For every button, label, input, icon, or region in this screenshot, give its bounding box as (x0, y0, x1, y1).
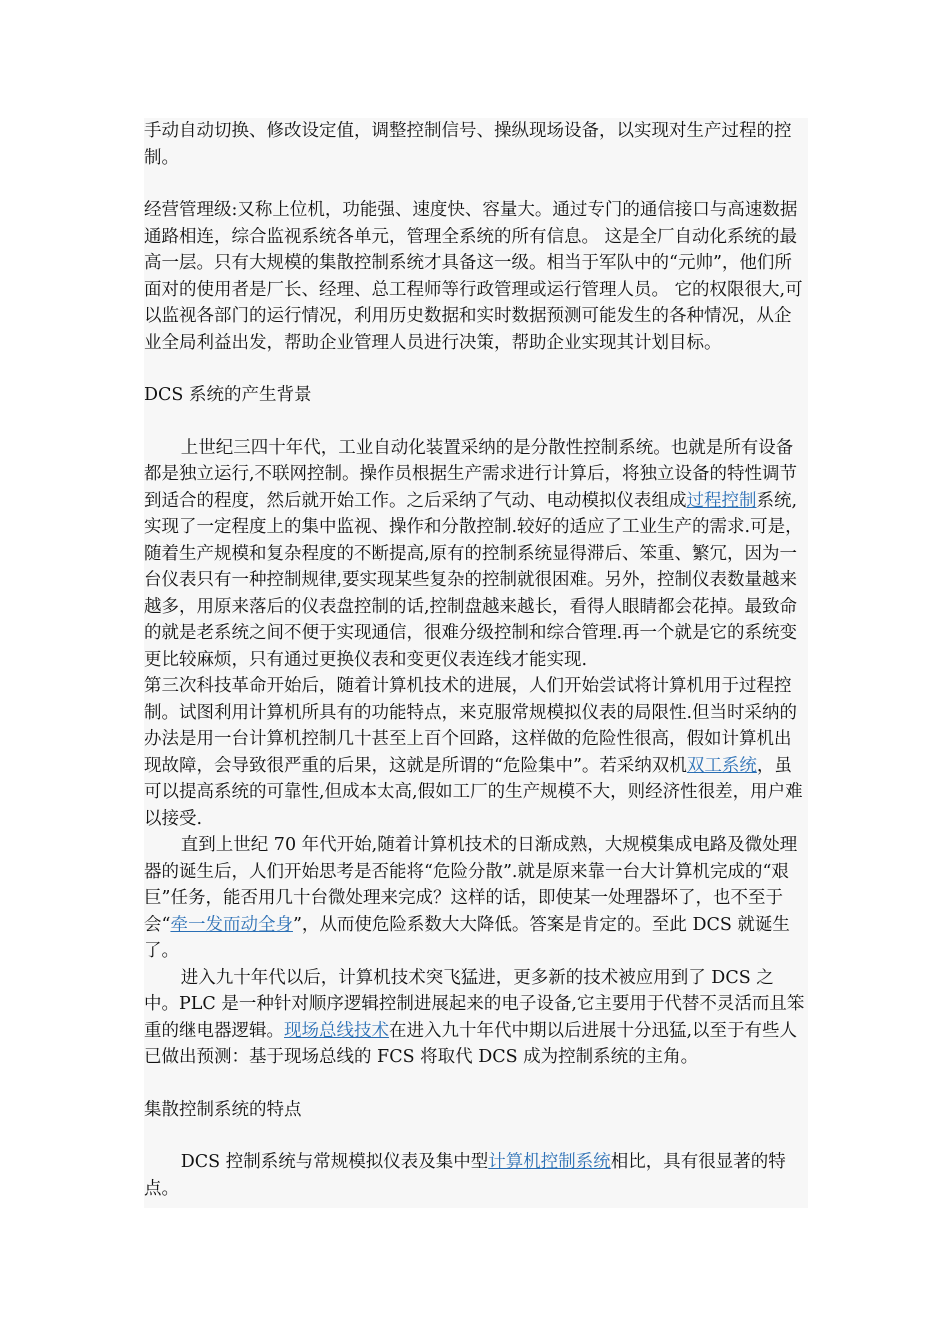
text-segment: 上世纪三四十年代，工业自动化装置采纳的是分散性控制系统。也就是所有设备都是独立运行,不联网控制。操作员根据生产需求进行计算后，将独立设备的特性调节到适合的程度，然后就开始工作。之后采纳了气动、电动模拟仪表组成 (144, 437, 798, 511)
document-body (144, 118, 808, 1202)
text-segment: 直到上世纪 70 年代开始,随着计算机技术的日渐成熟，大规模集成电路及微处理器的诞生后，人们开始思考是否能将“危险分散”.就是原来靠一台大计算机完成的“艰巨”任务，能否用几十台微处理来完成？这样的话，即使某一处理器坏了，也不至于会“ (144, 835, 798, 935)
paragraph-dcs-comparison (144, 1149, 808, 1202)
section-heading-dcs-background: DCS 系统的产生背景 (144, 385, 312, 405)
text-segment: 进入九十年代以后，计算机技术突飞猛进，更多新的技术被应用到了 DCS 之中。PLC 是一种针对顺序逻辑控制进展起来的电子设备,它主要用于代替不灵活而且笨重的继电器逻辑。 (144, 967, 805, 1041)
text-segment: DCS 控制系统与常规模拟仪表及集中型 (180, 1152, 489, 1172)
spacer (144, 1071, 808, 1097)
text-segment: 第三次科技革命开始后，随着计算机技术的进展，人们开始尝试将计算机用于过程控制。试图利用计算机所具有的功能特点，来克服常规模拟仪表的局限性.但当时采纳的办法是用一台计算机控制几十甚至上百个回路，这样做的危险性很高，假如计算机出现故障，会导致很严重的后果，这就是所谓的“危险集中”。若采纳双机 (144, 676, 798, 776)
spacer (144, 171, 808, 197)
text-segment: ，虽可以提高系统的可靠性,但成本太高,假如工厂的生产规模不大，则经济性很差，用户难以接受. (144, 755, 803, 829)
text-segment: 系统,实现了一定程度上的集中监视、操作和分散控制.较好的适应了工业生产的需求.可是，随着生产规模和复杂程度的不断提高,原有的控制系统显得滞后、笨重、繁冗，因为一台仪表只有一种控制规律,要实现某些复杂的控制就很困难。另外，控制仪表数量越来越多，用原来落后的仪表盘控制的话,控制盘越来越长，看得人眼睛都会花掉。最致命的就是老系统之间不便于实现通信，很难分级控制和综合管理.再一个就是它的系统变更比较麻烦，只有通过更换仪表和变更仪表连线才能实现. (144, 490, 803, 670)
link-fieldbus-technology[interactable]: 现场总线技术 (284, 1020, 389, 1041)
spacer (144, 1123, 808, 1149)
spacer (144, 356, 808, 382)
text-segment: 在进入九十年代中期以后进展十分迅猛,以至于有些人已做出预测：基于现场总线的 FCS 将取代 DCS 成为控制系统的主角。 (144, 1020, 798, 1067)
paragraph-1970s-dcs-birth (144, 832, 808, 965)
paragraph-third-tech-revolution (144, 673, 808, 832)
text-segment: ”，从而使危险系数大大降低。答案是肯定的。至此 DCS 就诞生了。 (144, 914, 790, 961)
spacer (144, 409, 808, 435)
link-process-control[interactable]: 过程控制 (686, 490, 757, 511)
paragraph-history-1940s (144, 435, 808, 674)
paragraph-management-level: 经营管理级:又称上位机，功能强、速度快、容量大。通过专门的通信接口与高速数据通路相连，综合监视系统各单元，管理全系统的所有信息。 这是全厂自动化系统的最高一层。只有大规模的集散控制系统才具备这一级。相当于军队中的“元帅”，他们所面对的使用者是厂长、经理、总工程师等行政管理或运行管理人员。 它的权限很大,可以监视各部门的运行情况，利用历史数据和实时数据预测可能发生的各种情况，从企业全局利益出发，帮助企业管理人员进行决策，帮助企业实现其计划目标。 (144, 200, 803, 353)
paragraph-control-actions: 手动自动切换、修改设定值，调整控制信号、操纵现场设备，以实现对生产过程的控制。 (144, 121, 792, 168)
link-ripple-effect[interactable]: 牵一发而动全身 (170, 914, 293, 935)
link-computer-control-system[interactable]: 计算机控制系统 (488, 1152, 611, 1172)
link-duplex-system[interactable]: 双工系统 (686, 755, 757, 776)
text-segment: 相比，具有很显著的特点。 (144, 1152, 786, 1199)
document-page (144, 118, 808, 1208)
section-heading-dcs-features: 集散控制系统的特点 (144, 1099, 302, 1120)
paragraph-1990s-fieldbus (144, 965, 808, 1071)
